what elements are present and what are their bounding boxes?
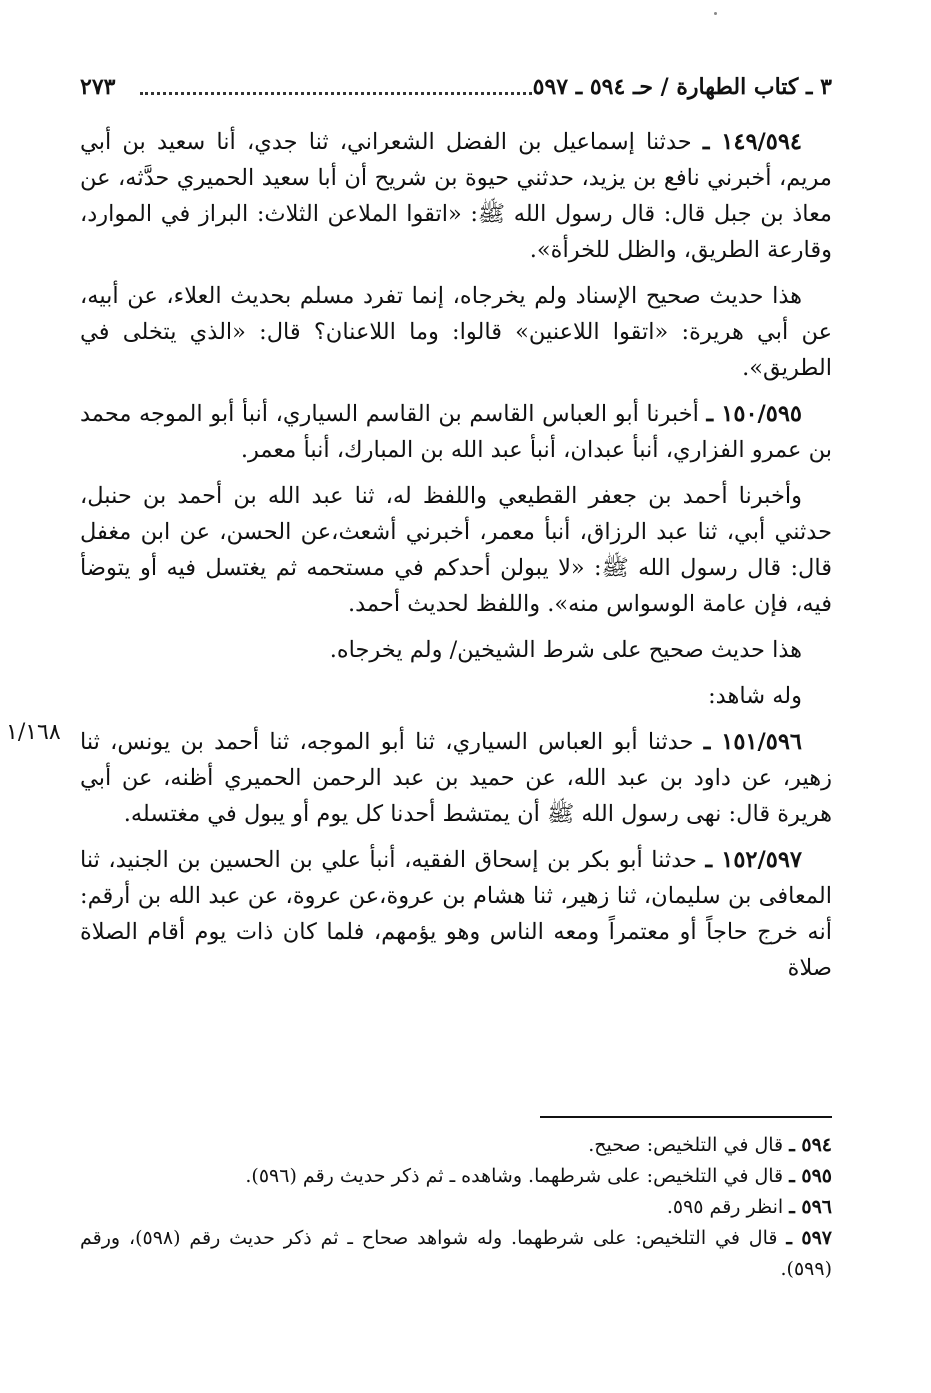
hadith-number: ١٥٢/٥٩٧ ـ (705, 847, 802, 873)
footnote-text: قال في التلخيص: على شرطهما. وله شواهد صحاح ـ ثم ذكر حديث رقم (٥٩٨)، ورقم (٥٩٩). (80, 1227, 832, 1280)
footnote-text: قال في التلخيص: صحيح. (588, 1134, 784, 1156)
paragraph (80, 124, 832, 268)
main-text (80, 124, 832, 996)
footnote-number: ٥٩٥ ـ (789, 1165, 832, 1187)
paragraph (80, 842, 832, 986)
paragraph-text: حدثنا أبو بكر بن إسحاق الفقيه، أنبأ علي بن الحسين بن الجنيد، ثنا المعافى بن سليمان، ثنا زهير، ثنا هشام بن عروة،عن عروة، عن عبد الله بن أرقم: أنه خرج حاجاً أو معتمراً ومعه الناس وهو يؤمهم، فلما كان ذات يوم أقام الصلاة صلاة (80, 847, 832, 981)
footnote-number: ٥٩٤ ـ (789, 1134, 832, 1156)
paragraph-text: هذا حديث صحيح على شرط الشيخين/ ولم يخرجاه. (329, 637, 802, 663)
header-leader-dots (140, 92, 532, 95)
hadith-number: ١٥١/٥٩٦ ـ (703, 729, 802, 755)
hadith-number: ١٤٩/٥٩٤ ـ (702, 129, 803, 155)
paragraph (80, 478, 832, 622)
header-title: ٣ ـ كتاب الطهارة / حـ ٥٩٤ ـ ٥٩٧ (532, 74, 832, 100)
footnote (80, 1223, 832, 1285)
paragraph (80, 678, 832, 714)
paragraph (80, 724, 832, 832)
paragraph-text: هذا حديث صحيح الإسناد ولم يخرجاه، إنما تفرد مسلم بحديث العلاء، عن أبيه، عن أبي هريرة: «اتقوا اللاعنين» قالوا: وما اللاعنان؟ قال: «الذي يتخلى في الطريق». (80, 283, 832, 381)
page-number: ٢٧٣ (80, 74, 116, 100)
paragraph-text: حدثنا إسماعيل بن الفضل الشعراني، ثنا جدي، أنا سعيد بن أبي مريم، أخبرني نافع بن يزيد، حدثني حيوة بن شريح أن أبا سعيد الحميري حدَّثه، عن معاذ بن جبل قال: قال رسول الله ﷺ: «اتقوا الملاعن الثلاث: البراز في الموارد، وقارعة الطريق، والظل للخرأة». (80, 129, 832, 263)
footnote (80, 1130, 832, 1161)
footnote-text: انظر رقم ٥٩٥. (666, 1196, 784, 1218)
paragraph-text: حدثنا أبو العباس السياري، ثنا أبو الموجه، ثنا أحمد بن يونس، ثنا زهير، عن داود بن عبد الله، عن حميد بن عبد الرحمن الحميري أظنه، عن أبي هريرة قال: نهى رسول الله ﷺ أن يمتشط أحدنا كل يوم أو يبول في مغتسله. (80, 729, 832, 827)
footnote-separator (540, 1116, 832, 1118)
running-header (80, 70, 832, 110)
footnotes (80, 1130, 832, 1285)
paragraph (80, 278, 832, 386)
paragraph (80, 396, 832, 468)
margin-reference: ١/١٦٨ (6, 720, 61, 745)
footnote-text: قال في التلخيص: على شرطهما. وشاهده ـ ثم ذكر حديث رقم (٥٩٦). (245, 1165, 784, 1187)
hadith-number: ١٥٠/٥٩٥ ـ (706, 401, 803, 427)
footnote (80, 1161, 832, 1192)
footnote-number: ٥٩٦ ـ (789, 1196, 832, 1218)
paragraph-text: وأخبرنا أحمد بن جعفر القطيعي واللفظ له، ثنا عبد الله بن أحمد بن حنبل، حدثني أبي، ثنا عبد الرزاق، أنبأ معمر، أخبرني أشعث،عن الحسن، عن ابن مغفل قال: قال رسول الله ﷺ: «لا يبولن أحدكم في مستحمه ثم يغتسل فيه أو يتوضأ فيه، فإن عامة الوسواس منه». واللفظ لحديث أحمد. (80, 483, 832, 617)
scan-speck (714, 12, 717, 15)
footnote (80, 1192, 832, 1223)
footnote-number: ٥٩٧ ـ (786, 1227, 832, 1249)
paragraph-text: وله شاهد: (708, 683, 802, 709)
paragraph (80, 632, 832, 668)
paragraph-text: أخبرنا أبو العباس القاسم بن القاسم السياري، أنبأ أبو الموجه محمد بن عمرو الفزاري، أنبأ عبدان، أنبأ عبد الله بن المبارك، أنبأ معمر. (80, 401, 832, 463)
